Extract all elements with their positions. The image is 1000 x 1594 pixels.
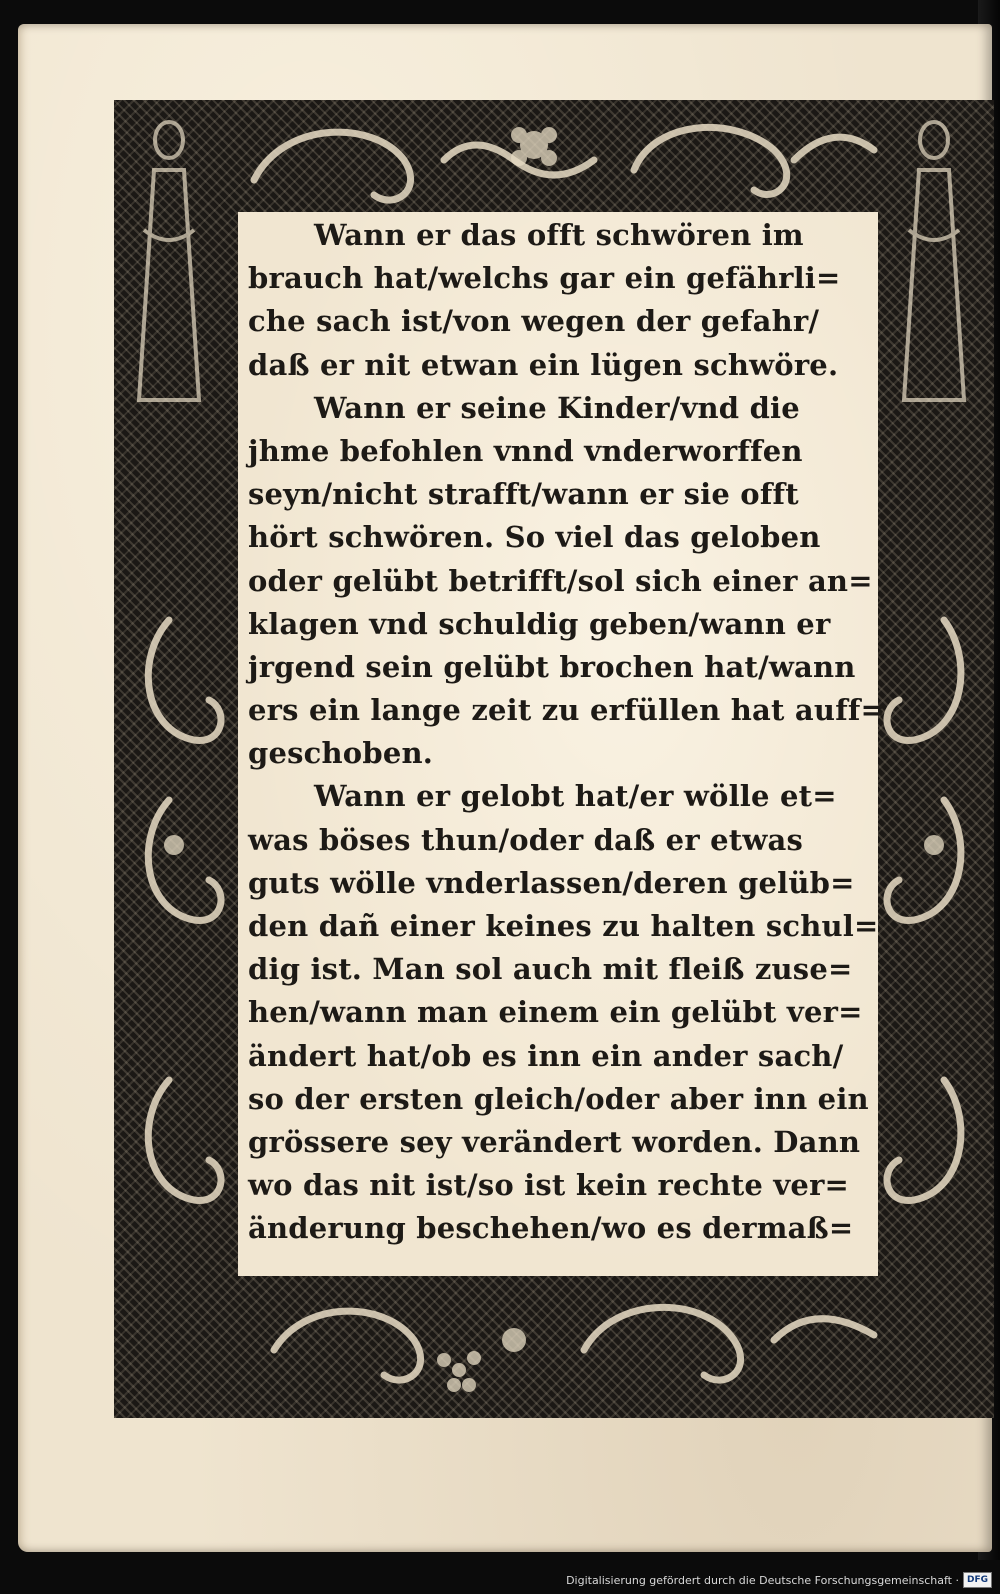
- text-line: grössere sey verändert worden. Dann: [248, 1124, 861, 1159]
- text-line: seyn/nicht strafft/wann er sie offt: [248, 477, 799, 512]
- text-line: so der ersten gleich/oder aber inn ein: [248, 1081, 869, 1116]
- text-line: daß er nit etwan ein lügen schwöre.: [248, 347, 839, 382]
- text-block: [238, 212, 886, 1276]
- text-line: ers ein lange zeit zu erfüllen hat auff=: [248, 693, 886, 728]
- text-line: wo das nit ist/so ist kein rechte ver=: [248, 1168, 850, 1203]
- text-line: den dañ einer keines zu halten schul=: [248, 909, 879, 943]
- digitization-footer: [566, 1570, 992, 1590]
- text-line: jhme befohlen vnnd vnderworffen: [248, 433, 803, 468]
- text-line: guts wölle vnderlassen/deren gelüb=: [248, 865, 855, 900]
- text-line: jrgend sein gelübt brochen hat/wann: [248, 649, 856, 684]
- text-line: dig ist. Man sol auch mit fleiß zuse=: [248, 952, 853, 987]
- text-line: änderung beschehen/wo es dermaß=: [248, 1211, 854, 1246]
- text-line: geschoben.: [248, 736, 434, 771]
- dfg-logo: DFG: [963, 1572, 992, 1588]
- text-line: brauch hat/welchs gar ein gefährli=: [248, 261, 841, 296]
- text-line: hen/wann man einem ein gelübt ver=: [248, 995, 863, 1030]
- text-line: ändert hat/ob es inn ein ander sach/: [248, 1038, 844, 1073]
- text-line: klagen vnd schuldig geben/wann er: [248, 606, 831, 641]
- text-line: Wann er gelobt hat/er wölle et=: [314, 779, 837, 814]
- text-line: Wann er seine Kinder/vnd die: [314, 390, 800, 425]
- footer-text: Digitalisierung gefördert durch die Deutsche Forschungsgemeinschaft ·: [566, 1573, 959, 1587]
- text-lines: [248, 214, 886, 1251]
- text-line: che sach ist/von wegen der gefahr/: [248, 304, 820, 339]
- text-line: Wann er das offt schwören im: [314, 218, 804, 252]
- text-line: oder gelübt betrifft/sol sich einer an=: [248, 563, 873, 598]
- woodcut-border: [114, 100, 994, 1418]
- book-page: [18, 24, 992, 1552]
- text-line: was böses thun/oder daß er etwas: [248, 822, 804, 857]
- text-line: hört schwören. So viel das geloben: [248, 520, 821, 555]
